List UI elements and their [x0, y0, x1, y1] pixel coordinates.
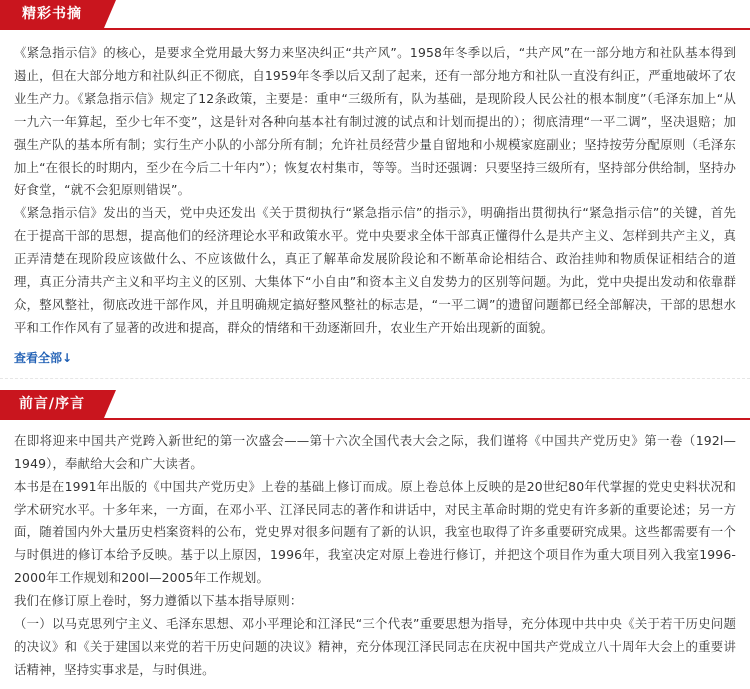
preface-header [0, 390, 750, 420]
preface-content [0, 420, 750, 682]
preface-title: 前言/序言 [0, 390, 104, 418]
divider [0, 378, 750, 379]
preface-paragraph: 在即将迎来中国共产党跨入新世纪的第一次盛会——第十六次全国代表大会之际，我们谨将《中国共产党历史》第一卷（192l—1949），奉献给大会和广大读者。 [14, 432, 736, 471]
excerpt-paragraph: 《紧急指示信》发出的当天，党中央还发出《关于贯彻执行“紧急指示信”的指示》，明确指出贯彻执行“紧急指示信”的关键，首先在于提高干部的思想，提高他们的经济理论水平和政策水平。党中央要求全体干部真正懂得什么是共产主义、怎样到共产主义，真正弄清楚在现阶段应该做什么、不应该做什么，真正了解革命发展阶段论和不断革命论相结合、政治挂帅和物质保证相结合的道理，真正分清共产主义和平均主义的区别、大集体下“小自由”和资本主义自发势力的区别等问题。为此，党中央提出发动和依靠群众，整风整社，彻底改进干部作风，并且明确规定搞好整风整社的标志是，“一平二调”的遗留问题都已经全部解决，干部的思想水平和工作作风有了显著的改进和提高，群众的情绪和干劲逐渐回升，农业生产开始出现新的面貌。 [14, 205, 736, 335]
preface-paragraph: （一）以马克思列宁主义、毛泽东思想、邓小平理论和江泽民“三个代表”重要思想为指导，充分体现中共中央《关于若干历史问题的决议》和《关于建国以来党的若干历史问题的决议》精神，充分体现江泽民同志在庆祝中国共产党成立八十周年大会上的重要讲话精神，坚持实事求是，与时俱进。 [14, 616, 736, 677]
excerpt-paragraph: 《紧急指示信》的核心，是要求全党用最大努力来坚决纠正“共产风”。1958年冬季以后，“共产风”在一部分地方和社队基本得到遏止，但在大部分地方和社队纠正不彻底，自1959年冬季以后又刮了起来，还有一部分地方和社队一直没有纠正，严重地破坏了农业生产力。《紧急指示信》规定了12条政策，主要是：重申“三级所有，队为基础，是现阶段人民公社的根本制度”（毛泽东加上“从一九六一年算起，至少七年不变”，这是针对各种向基本社有制过渡的试点和计划而提出的）；彻底清理“一平二调”，坚决退赔；加强生产队的基本所有制；实行生产小队的小部分所有制；允许社员经营少量自留地和小规模家庭副业；坚持按劳分配原则（毛泽东加上“在很长的时期内，至少在今后二十年内”）；恢复农村集市，等等。当时还强调：只要坚持三级所有，坚持部分供给制，坚持办好食堂，“就不会犯原则错误”。 [14, 45, 736, 198]
preface-section [0, 390, 750, 682]
excerpt-header [0, 0, 750, 30]
excerpt-title: 精彩书摘 [0, 0, 104, 28]
preface-paragraph: 本书是在1991年出版的《中国共产党历史》上卷的基础上修订而成。原上卷总体上反映的是20世纪80年代掌握的党史史料状况和学术研究水平。十多年来，一方面，在邓小平、江泽民同志的著作和讲话中，对民主革命时期的党史有许多新的重要论述；另一方面，随着国内外大量历史档案资料的公布，党史界对很多问题有了新的认识，我室也取得了许多重要研究成果。这些都需要有一个与时俱进的修订本给予反映。基于以上原因，1996年，我室决定对原上卷进行修订，并把这个项目作为重大项目列入我室1996-2000年工作规划和200l—2005年工作规划。 [14, 478, 736, 586]
preface-paragraph: 我们在修订原上卷时，努力遵循以下基本指导原则： [14, 593, 303, 609]
view-all-link[interactable]: 查看全部↓ [14, 350, 73, 365]
excerpt-content [0, 30, 750, 340]
